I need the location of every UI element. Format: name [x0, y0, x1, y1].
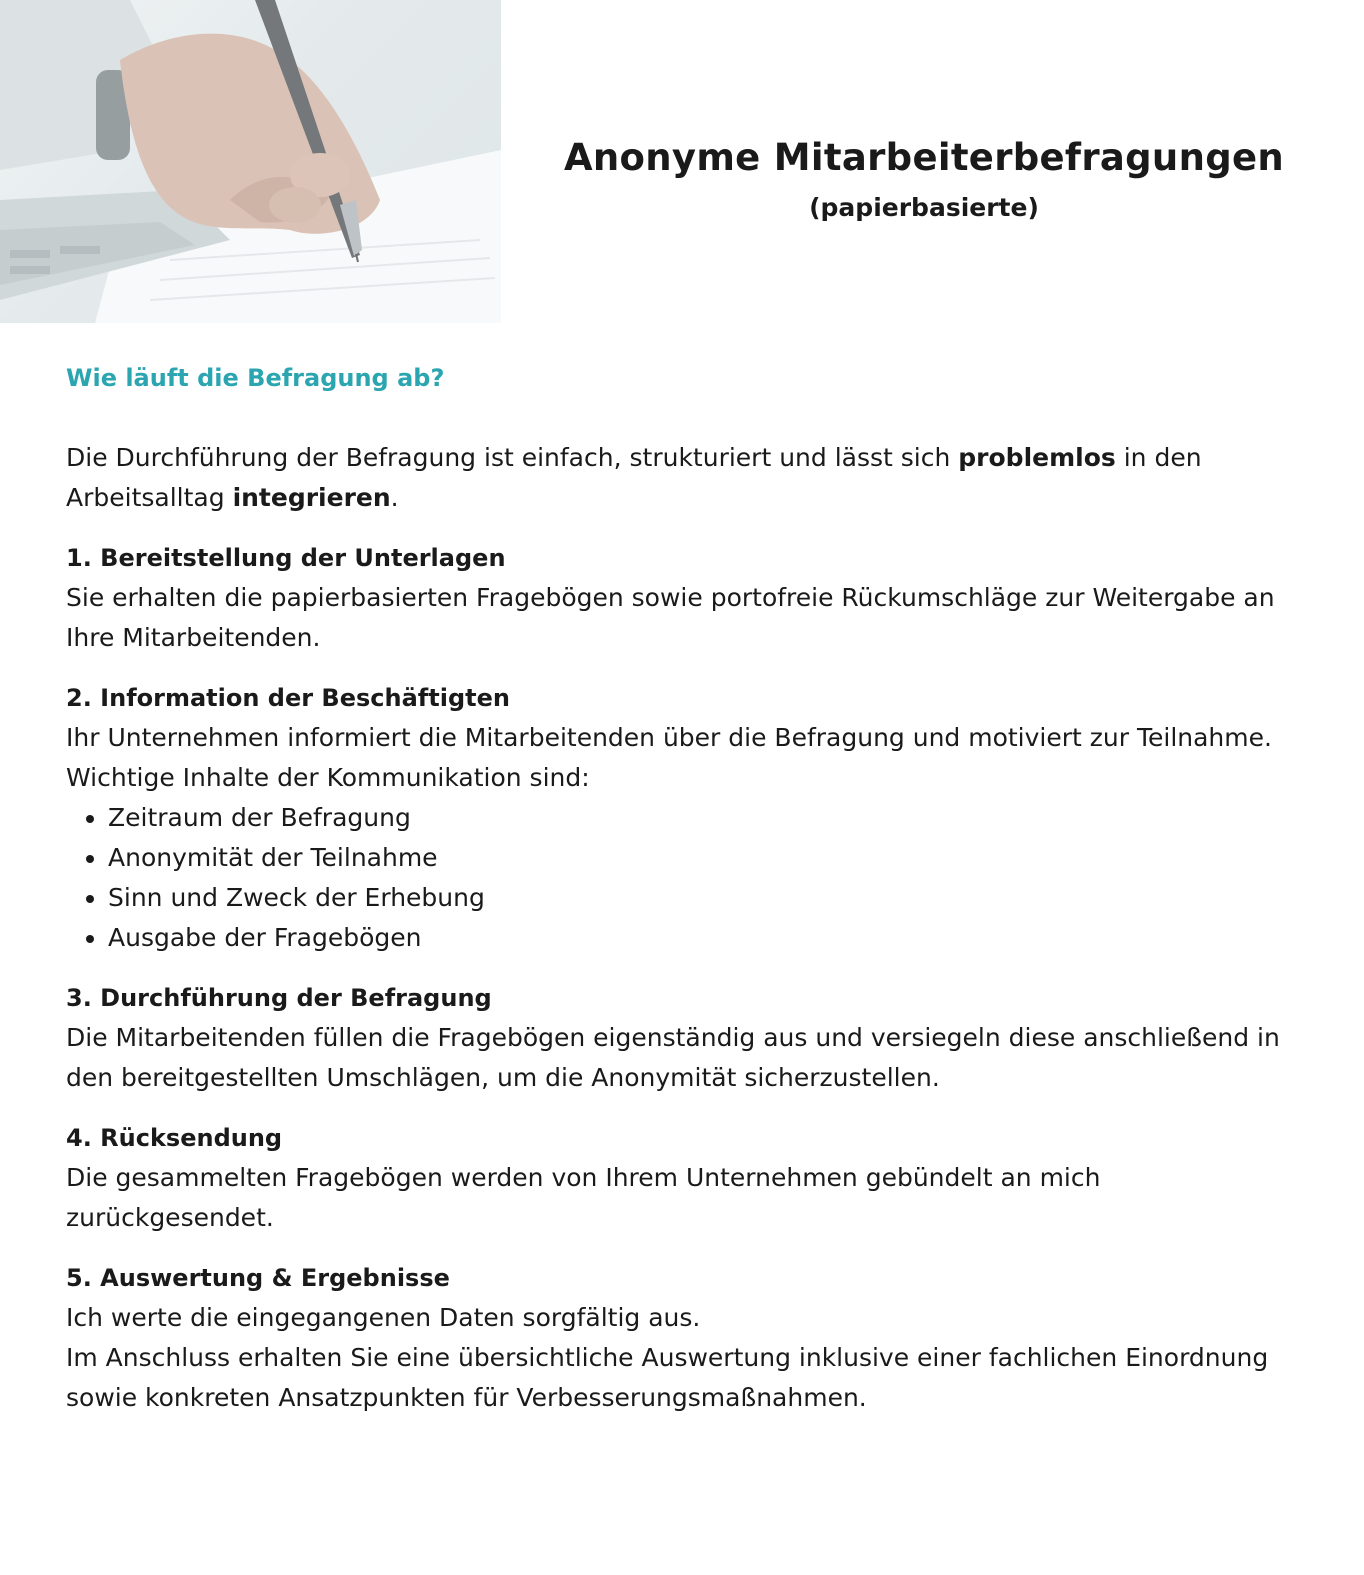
section-question: Wie läuft die Befragung ab?	[66, 364, 445, 392]
list-item: • Ausgabe der Fragebögen	[108, 918, 1316, 958]
step-title: 4. Rücksendung	[66, 1124, 283, 1152]
step-title: 3. Durchführung der Befragung	[66, 984, 492, 1012]
step-4	[66, 1118, 1316, 1238]
list-item: • Anonymität der Teilnahme	[108, 838, 1316, 878]
step-text: Ihr Unternehmen informiert die Mitarbeitenden über die Befragung und motiviert zur Teilnahme.	[66, 723, 1272, 752]
step-title: 1. Bereitstellung der Unterlagen	[66, 544, 506, 572]
step-text-secondary: Wichtige Inhalte der Kommunikation sind:	[66, 763, 590, 792]
step-text-secondary: Im Anschluss erhalten Sie eine übersichtliche Auswertung inklusive einer fachlichen Einordnung sowie konkreten Ansatzpunkten für Verbesserungsmaßnahmen.	[66, 1343, 1269, 1412]
page-title: Anonyme Mitarbeiterbefragungen	[563, 136, 1285, 179]
step-1	[66, 538, 1316, 658]
step-title: 5. Auswertung & Ergebnisse	[66, 1264, 450, 1292]
intro-paragraph	[66, 438, 1316, 518]
step-3	[66, 978, 1316, 1098]
intro-text-3: .	[390, 483, 399, 512]
step-2	[66, 678, 1316, 958]
list-item: • Sinn und Zweck der Erhebung	[108, 878, 1316, 918]
intro-bold-1: problemlos	[958, 443, 1116, 472]
step-text: Die Mitarbeitenden füllen die Fragebögen eigenständig aus und versiegeln diese anschließend in den bereitgestellten Umschlägen, um die Anonymität sicherzustellen.	[66, 1023, 1280, 1092]
step-title: 2. Information der Beschäftigten	[66, 684, 510, 712]
hand-writing-with-pen-icon	[0, 0, 501, 323]
list-item: • Zeitraum der Befragung	[108, 798, 1316, 838]
intro-bold-2: integrieren	[232, 483, 391, 512]
step-5	[66, 1258, 1316, 1418]
communication-list	[66, 798, 1316, 958]
page-subtitle: (papierbasierte)	[809, 193, 1039, 222]
step-text: Sie erhalten die papierbasierten Fragebögen sowie portofreie Rückumschläge zur Weitergabe an Ihre Mitarbeitenden.	[66, 583, 1275, 652]
step-text: Die gesammelten Fragebögen werden von Ihrem Unternehmen gebündelt an mich zurückgesendet.	[66, 1163, 1101, 1232]
step-text: Ich werte die eingegangenen Daten sorgfältig aus.	[66, 1303, 701, 1332]
intro-text-2: in den Arbeitsalltag	[66, 443, 1202, 512]
hand-writing-photo	[0, 0, 501, 323]
intro-text-1: Die Durchführung der Befragung ist einfach, strukturiert und lässt sich	[66, 443, 959, 472]
header	[520, 128, 1328, 226]
main-content	[66, 358, 1316, 1438]
